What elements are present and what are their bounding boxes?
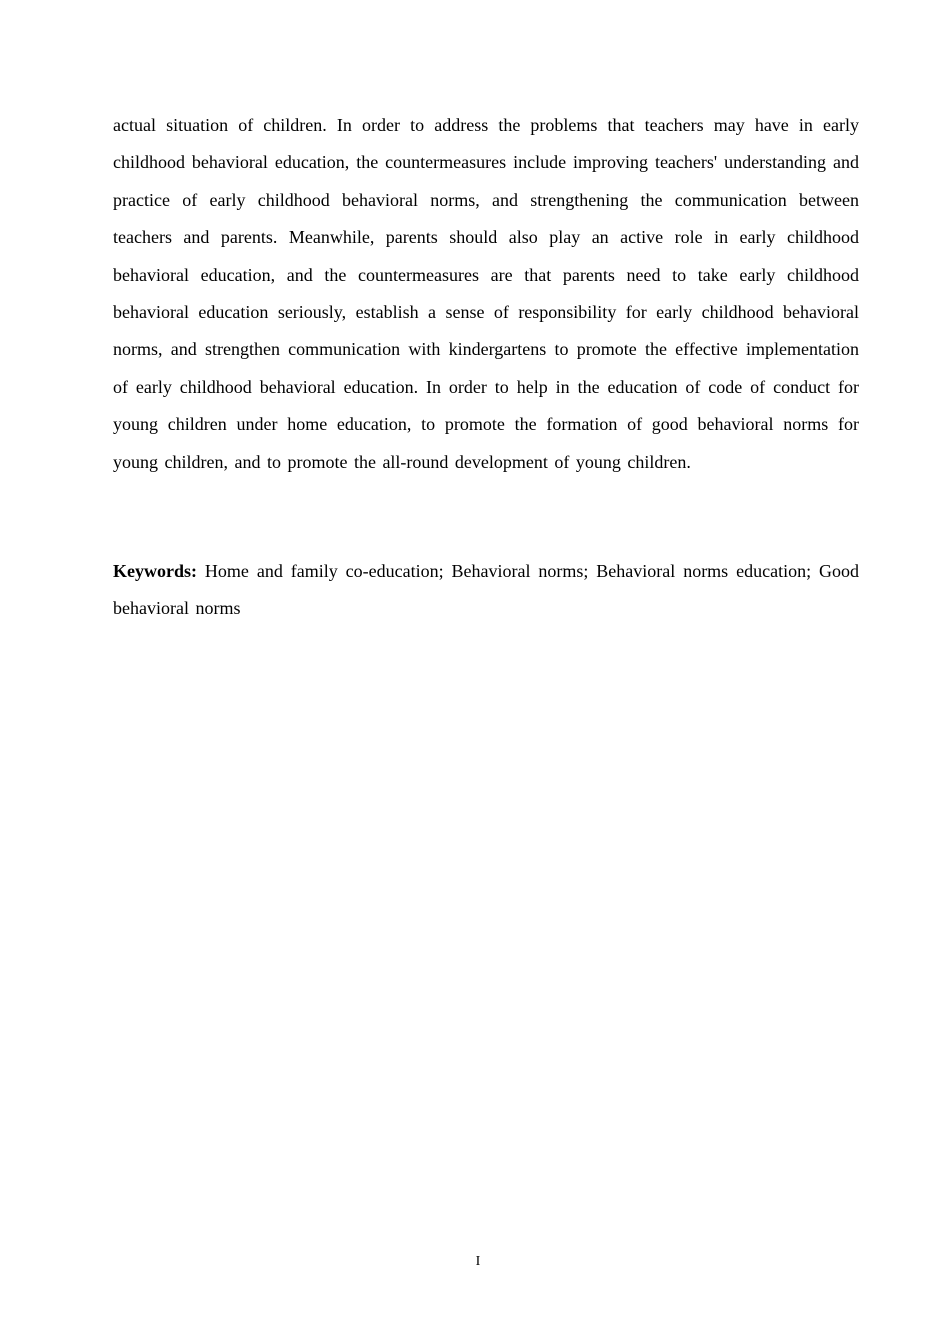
page-number: I (475, 1254, 481, 1269)
keywords-label: Keywords: (113, 561, 197, 581)
abstract-paragraph: actual situation of children. In order to address the problems that teachers may have in early childhood behavioral education, the countermeasures include improving teachers' understanding and practice of early childhood behavioral norms, and strengthening the communication between teachers and parents. Meanwhile, parents should also play an active role in early childhood behavioral education, and the countermeasures are that parents need to take early childhood behavioral education seriously, establish a sense of responsibility for early childhood behavioral norms, and strengthen communication with kindergartens to promote the effective implementation of early childhood behavioral education. In order to help in the education of code of conduct for young children under home education, to promote the formation of good behavioral norms for young children, and to promote the all-round development of young children. (113, 115, 859, 472)
keywords-paragraph (113, 553, 859, 628)
keywords-text: Home and family co-education; Behavioral norms; Behavioral norms education; Good behavioral norms (113, 561, 859, 619)
